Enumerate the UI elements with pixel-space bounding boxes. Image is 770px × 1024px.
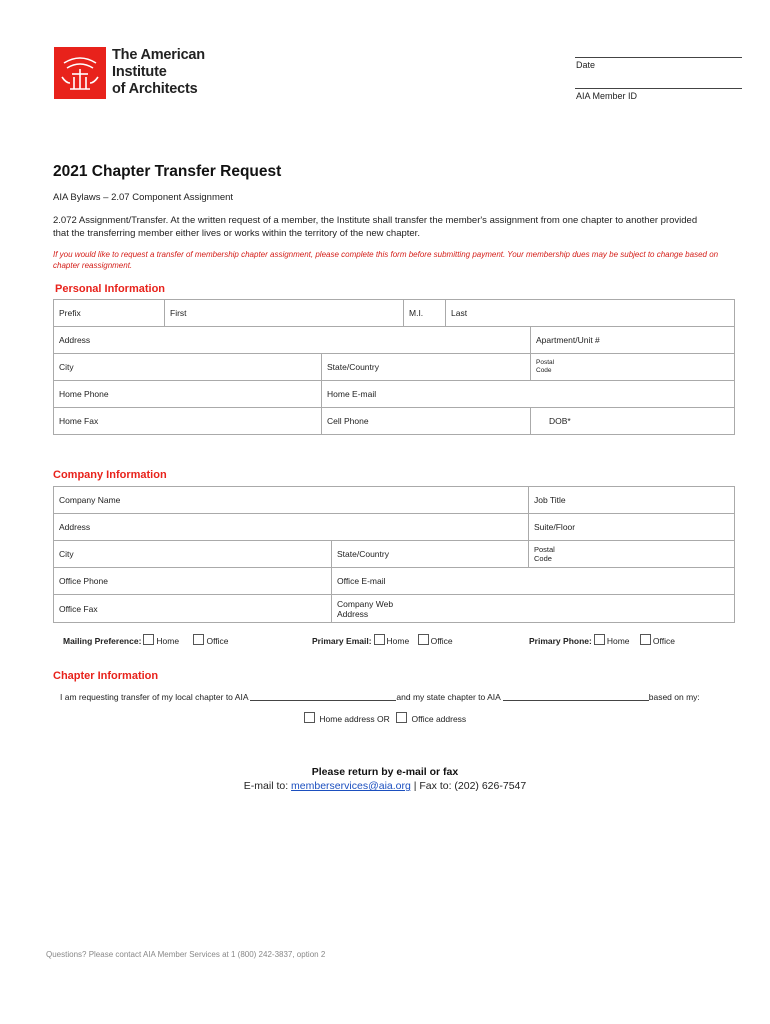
office-fax-label: Office Fax	[59, 603, 98, 614]
home-address-label: Home address	[319, 714, 375, 724]
fax-text: | Fax to: (202) 626-7547	[413, 780, 527, 792]
state-chapter-field[interactable]	[503, 700, 649, 701]
home-phone-field[interactable]	[54, 381, 322, 408]
company-state-label: State/Country	[337, 549, 389, 559]
mailing-office-label: Office	[206, 636, 229, 646]
mailing-preference-label: Mailing Preference:	[63, 636, 142, 646]
postal-code-label: Postal Code	[536, 359, 555, 374]
dob-field[interactable]	[531, 408, 734, 434]
office-address-checkbox[interactable]	[396, 712, 407, 723]
home-fax-field[interactable]	[54, 408, 322, 434]
home-fax-label: Home Fax	[59, 416, 99, 426]
company-web-label: Company Web Address	[337, 598, 394, 619]
city-label: City	[59, 362, 74, 372]
apartment-label: Apartment/Unit #	[536, 335, 600, 345]
mailing-office-checkbox[interactable]	[193, 634, 204, 645]
phone-office-label: Office	[652, 636, 675, 646]
cell-phone-label: Cell Phone	[327, 416, 369, 426]
state-field[interactable]	[322, 354, 531, 381]
chapter-request-text-a: I am requesting transfer of my local chapter to AIA	[60, 692, 249, 702]
email-home-checkbox[interactable]	[374, 634, 385, 645]
email-prefix: E-mail to:	[243, 780, 289, 792]
prefix-label: Prefix	[59, 308, 81, 318]
state-label: State/Country	[327, 362, 379, 372]
transfer-note: If you would like to request a transfer of membership chapter assignment, please complete this form before submitting payment. Your membership dues may be subject to change based on chapter reassignment.	[53, 250, 719, 270]
email-office-label: Office	[430, 636, 453, 646]
company-postal-field[interactable]	[529, 541, 734, 568]
personal-info-table	[53, 299, 735, 435]
company-name-label: Company Name	[59, 495, 121, 505]
member-id-label: AIA Member ID	[576, 91, 638, 101]
company-postal-label: Postal Code	[534, 545, 555, 563]
org-name-line2: Institute	[112, 64, 167, 80]
phone-office-checkbox[interactable]	[640, 634, 651, 645]
or-label: OR	[377, 714, 390, 724]
chapter-info-title: Chapter Information	[53, 670, 159, 682]
city-field[interactable]	[54, 354, 322, 381]
chapter-basis-options	[302, 712, 466, 724]
primary-phone-label: Primary Phone:	[529, 636, 592, 646]
chapter-request-text-c: based on my:	[648, 692, 700, 702]
home-email-label: Home E-mail	[327, 389, 377, 399]
address-field[interactable]	[54, 327, 531, 354]
job-title-label: Job Title	[534, 495, 566, 505]
phone-home-checkbox[interactable]	[594, 634, 605, 645]
job-title-field[interactable]	[529, 487, 734, 514]
company-info-table	[53, 486, 735, 623]
apartment-field[interactable]	[531, 327, 734, 354]
member-services-email-link[interactable]: memberservices@aia.org	[291, 780, 411, 792]
middle-initial-field[interactable]	[404, 300, 446, 327]
company-state-field[interactable]	[332, 541, 529, 568]
company-city-field[interactable]	[54, 541, 332, 568]
primary-phone-preference	[529, 634, 675, 646]
office-address-label: Office address	[411, 714, 467, 724]
office-email-label: Office E-mail	[337, 576, 386, 586]
org-name	[112, 47, 205, 98]
first-name-label: First	[170, 308, 187, 318]
last-name-label: Last	[451, 308, 468, 318]
company-city-label: City	[59, 549, 74, 559]
suite-label: Suite/Floor	[534, 522, 576, 532]
mailing-home-label: Home	[156, 636, 180, 646]
company-info-title: Company Information	[53, 469, 167, 481]
date-field[interactable]	[575, 57, 742, 58]
bylaws-reference: AIA Bylaws – 2.07 Component Assignment	[53, 192, 234, 203]
intro-paragraph: 2.072 Assignment/Transfer. At the written request of a member, the Institute shall transfer the member's assignment from one chapter to another provided that the transferring member either lives or works within the territory of the new chapter.	[53, 215, 698, 239]
footer-contact: Questions? Please contact AIA Member Services at 1 (800) 242-3837, option 2	[46, 950, 326, 959]
mailing-preference	[63, 634, 229, 646]
dob-label: DOB*	[549, 416, 571, 426]
office-email-field[interactable]	[332, 568, 734, 595]
email-office-checkbox[interactable]	[418, 634, 429, 645]
home-address-checkbox[interactable]	[304, 712, 315, 723]
office-fax-field[interactable]	[54, 595, 332, 622]
email-home-label: Home	[386, 636, 410, 646]
local-chapter-field[interactable]	[250, 700, 396, 701]
org-name-line3: of Architects	[112, 81, 198, 97]
company-name-field[interactable]	[54, 487, 529, 514]
postal-code-field[interactable]	[531, 354, 734, 381]
office-phone-field[interactable]	[54, 568, 332, 595]
personal-info-title: Personal Information	[55, 283, 166, 295]
company-web-field[interactable]	[332, 595, 734, 622]
company-address-field[interactable]	[54, 514, 529, 541]
last-name-field[interactable]	[446, 300, 734, 327]
chapter-request-text-b: and my state chapter to AIA	[396, 692, 501, 702]
prefix-field[interactable]	[54, 300, 165, 327]
address-label: Address	[59, 335, 91, 345]
suite-field[interactable]	[529, 514, 734, 541]
company-address-label: Address	[59, 522, 91, 532]
mailing-home-checkbox[interactable]	[143, 634, 154, 645]
primary-email-label: Primary Email:	[312, 636, 372, 646]
member-id-field[interactable]	[575, 88, 742, 89]
cell-phone-field[interactable]	[322, 408, 531, 434]
home-phone-label: Home Phone	[59, 389, 109, 399]
middle-initial-label: M.I.	[409, 308, 424, 318]
first-name-field[interactable]	[165, 300, 404, 327]
date-label: Date	[576, 60, 596, 70]
home-email-field[interactable]	[322, 381, 734, 408]
office-phone-label: Office Phone	[59, 576, 108, 586]
return-instructions-line	[0, 780, 770, 792]
aia-logo-icon	[54, 47, 106, 99]
return-instructions-title: Please return by e-mail or fax	[311, 766, 459, 778]
primary-email-preference	[312, 634, 453, 646]
chapter-request-line	[60, 692, 720, 702]
phone-home-label: Home	[606, 636, 630, 646]
page-title: 2021 Chapter Transfer Request	[53, 163, 282, 180]
org-name-line1: The American	[112, 47, 205, 63]
